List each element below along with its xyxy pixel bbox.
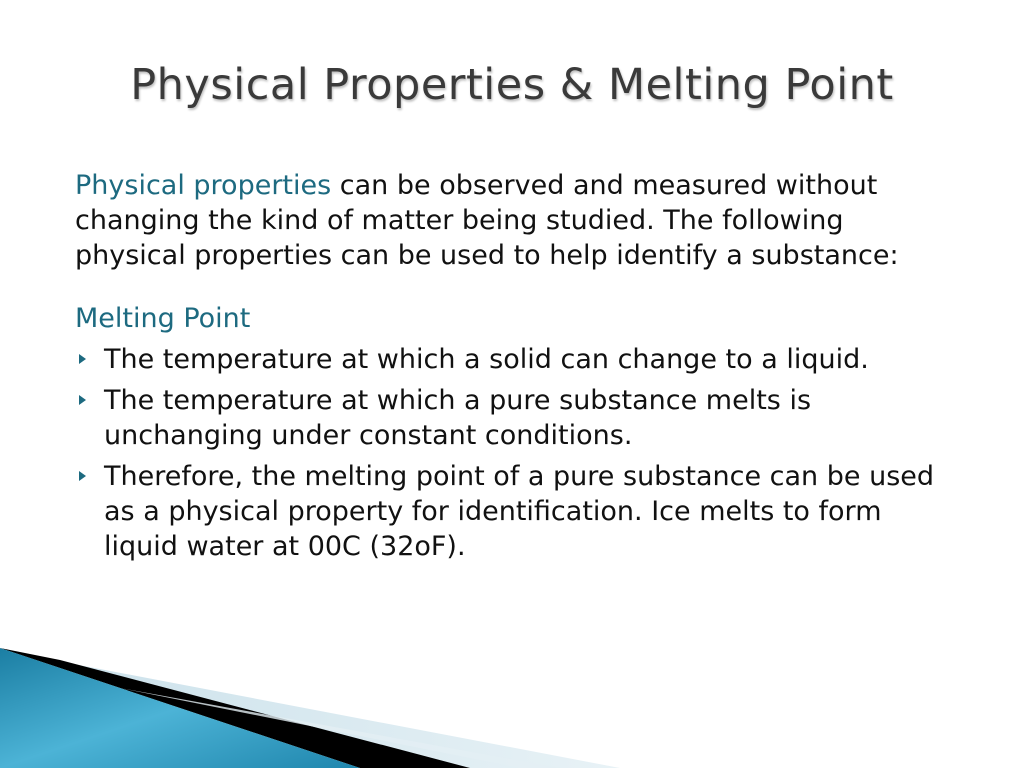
triangle-bullet-icon bbox=[79, 471, 86, 481]
section-heading-melting-point: Melting Point bbox=[75, 303, 251, 334]
bullet-text: The temperature at which a pure substance melts is unchanging under constant conditions. bbox=[104, 385, 812, 451]
triangle-bullet-icon bbox=[79, 395, 86, 405]
bullet-item bbox=[75, 342, 955, 377]
intro-paragraph bbox=[75, 168, 955, 273]
bullet-text: The temperature at which a solid can change to a liquid. bbox=[104, 344, 869, 375]
bullet-text: Therefore, the melting point of a pure substance can be used as a physical property for identification. Ice melts to form liquid water at 00C (32oF). bbox=[104, 461, 935, 562]
intro-text: can be observed and measured without changing the kind of matter being studied. The following physical properties can be used to help identify a substance: bbox=[75, 170, 899, 271]
slide-body bbox=[75, 168, 955, 564]
bullet-list bbox=[75, 342, 955, 564]
bullet-item bbox=[75, 459, 955, 564]
decor-blue-band bbox=[0, 648, 360, 768]
bullet-item bbox=[75, 383, 955, 453]
slide-title: Physical Properties & Melting Point bbox=[130, 60, 894, 110]
physical-properties-term: Physical properties bbox=[75, 170, 332, 201]
triangle-bullet-icon bbox=[79, 354, 86, 364]
